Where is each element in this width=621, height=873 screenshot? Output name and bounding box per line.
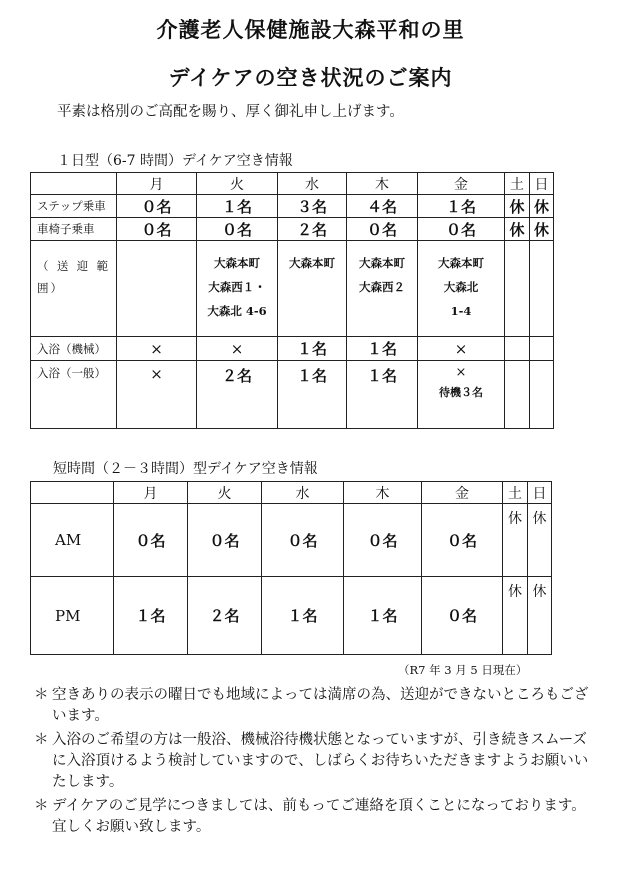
cell bbox=[505, 361, 530, 429]
cell: １名 bbox=[347, 337, 418, 361]
short-care-section-label: 短時間（２－３時間）型デイケア空き情報 bbox=[53, 461, 318, 477]
day-care-section-label: １日型（6-7 時間）デイケア空き情報 bbox=[57, 153, 293, 169]
row-label-bath-machine: 入浴（機械） bbox=[31, 337, 117, 361]
am-row bbox=[31, 504, 552, 577]
note-text: 入浴のご希望の方は一般浴、機械浴待機状態となっていますが、引き続きスムーズに入浴頂けるよう検討していますので、しばらくお待ちいただきますようお願いいたします。 bbox=[52, 732, 589, 790]
area-cell bbox=[505, 241, 530, 337]
cell-closed: 休 bbox=[505, 195, 530, 218]
day-care-table bbox=[30, 172, 554, 429]
page-title: デイケアの空き状況のご案内 bbox=[168, 65, 453, 90]
cell: ２名 bbox=[197, 361, 278, 429]
pickup-area-row bbox=[31, 241, 554, 337]
note-item bbox=[34, 796, 600, 838]
day-wed: 水 bbox=[262, 482, 344, 504]
cell: ０名 bbox=[117, 195, 197, 218]
asterisk-icon: ＊ bbox=[34, 687, 49, 703]
day-fri: 金 bbox=[418, 173, 505, 195]
cell: × bbox=[197, 337, 278, 361]
cell: １名 bbox=[278, 337, 347, 361]
day-sat: 土 bbox=[503, 482, 528, 504]
cell-closed: 休 bbox=[528, 504, 552, 577]
day-header-row bbox=[31, 173, 554, 195]
area-cell bbox=[117, 241, 197, 337]
cell-closed: 休 bbox=[530, 195, 554, 218]
row-label-pickup-area: （送迎範囲） bbox=[31, 241, 117, 337]
cell: × bbox=[418, 337, 505, 361]
day-tue: 火 bbox=[197, 173, 278, 195]
day-tue: 火 bbox=[188, 482, 262, 504]
cell: １名 bbox=[344, 577, 422, 655]
row-label-am: AM bbox=[31, 504, 114, 577]
cell: １名 bbox=[114, 577, 188, 655]
area-cell: 大森本町 大森北 1-4 bbox=[418, 241, 505, 337]
short-care-table bbox=[30, 481, 552, 655]
header-blank bbox=[31, 173, 117, 195]
cell-closed: 休 bbox=[503, 577, 528, 655]
cell bbox=[530, 337, 554, 361]
cell: ０名 bbox=[262, 504, 344, 577]
day-sat: 土 bbox=[505, 173, 530, 195]
wheelchair-boarding-row bbox=[31, 218, 554, 241]
cell: × bbox=[117, 337, 197, 361]
cell: ０名 bbox=[188, 504, 262, 577]
cell: ２名 bbox=[188, 577, 262, 655]
cell: ０名 bbox=[347, 218, 418, 241]
day-mon: 月 bbox=[117, 173, 197, 195]
asterisk-icon: ＊ bbox=[34, 798, 49, 814]
note-item bbox=[34, 730, 600, 793]
waiting-note: 待機３名 bbox=[439, 386, 483, 399]
cell: １名 bbox=[347, 361, 418, 429]
cell: ０名 bbox=[418, 218, 505, 241]
day-sun: 日 bbox=[528, 482, 552, 504]
area-cell: 大森本町 大森西１・ 大森北 4-6 bbox=[197, 241, 278, 337]
area-cell: 大森本町 bbox=[278, 241, 347, 337]
cell: ０名 bbox=[422, 577, 503, 655]
note-text: 空きありの表示の曜日でも地域によっては満席の為、送迎ができないところもございます。 bbox=[52, 687, 589, 724]
day-sun: 日 bbox=[530, 173, 554, 195]
row-label-bath-general: 入浴（一般） bbox=[31, 361, 117, 429]
cell: ３名 bbox=[278, 195, 347, 218]
cell: × bbox=[117, 361, 197, 429]
cell-closed: 休 bbox=[528, 577, 552, 655]
cell: １名 bbox=[262, 577, 344, 655]
cell: ０名 bbox=[422, 504, 503, 577]
notes-list bbox=[34, 685, 600, 841]
cell: １名 bbox=[197, 195, 278, 218]
row-label-wheelchair: 車椅子乗車 bbox=[31, 218, 117, 241]
cell bbox=[418, 361, 505, 429]
cell bbox=[530, 361, 554, 429]
row-label-pm: PM bbox=[31, 577, 114, 655]
day-thu: 木 bbox=[344, 482, 422, 504]
day-fri: 金 bbox=[422, 482, 503, 504]
cell: ４名 bbox=[347, 195, 418, 218]
cell: ０名 bbox=[117, 218, 197, 241]
cell-closed: 休 bbox=[530, 218, 554, 241]
area-cell bbox=[530, 241, 554, 337]
step-boarding-row bbox=[31, 195, 554, 218]
cell-closed: 休 bbox=[505, 218, 530, 241]
as-of-date: （R7 年 3 月 5 日現在） bbox=[398, 663, 528, 677]
cell: ２名 bbox=[278, 218, 347, 241]
bath-machine-row bbox=[31, 337, 554, 361]
day-mon: 月 bbox=[114, 482, 188, 504]
pm-row bbox=[31, 577, 552, 655]
bath-general-row bbox=[31, 361, 554, 429]
header-blank bbox=[31, 482, 114, 504]
greeting-text: 平素は格別のご高配を賜り、厚く御礼申し上げます。 bbox=[57, 104, 404, 120]
note-item bbox=[34, 685, 600, 727]
day-wed: 水 bbox=[278, 173, 347, 195]
note-text: デイケアのご見学につきましては、前もってご連絡を頂くことになっております。宜しくお願い致します。 bbox=[52, 798, 586, 835]
cell: １名 bbox=[418, 195, 505, 218]
asterisk-icon: ＊ bbox=[34, 732, 49, 748]
cell: ０名 bbox=[114, 504, 188, 577]
row-label-step: ステップ乗車 bbox=[31, 195, 117, 218]
cell: ０名 bbox=[197, 218, 278, 241]
day-thu: 木 bbox=[347, 173, 418, 195]
cell-closed: 休 bbox=[503, 504, 528, 577]
cell: １名 bbox=[278, 361, 347, 429]
cell-mark: × bbox=[455, 365, 467, 380]
cell: ０名 bbox=[344, 504, 422, 577]
facility-title: 介護老人保健施設大森平和の里 bbox=[156, 17, 465, 42]
area-cell: 大森本町 大森西２ bbox=[347, 241, 418, 337]
cell bbox=[505, 337, 530, 361]
short-day-header-row bbox=[31, 482, 552, 504]
